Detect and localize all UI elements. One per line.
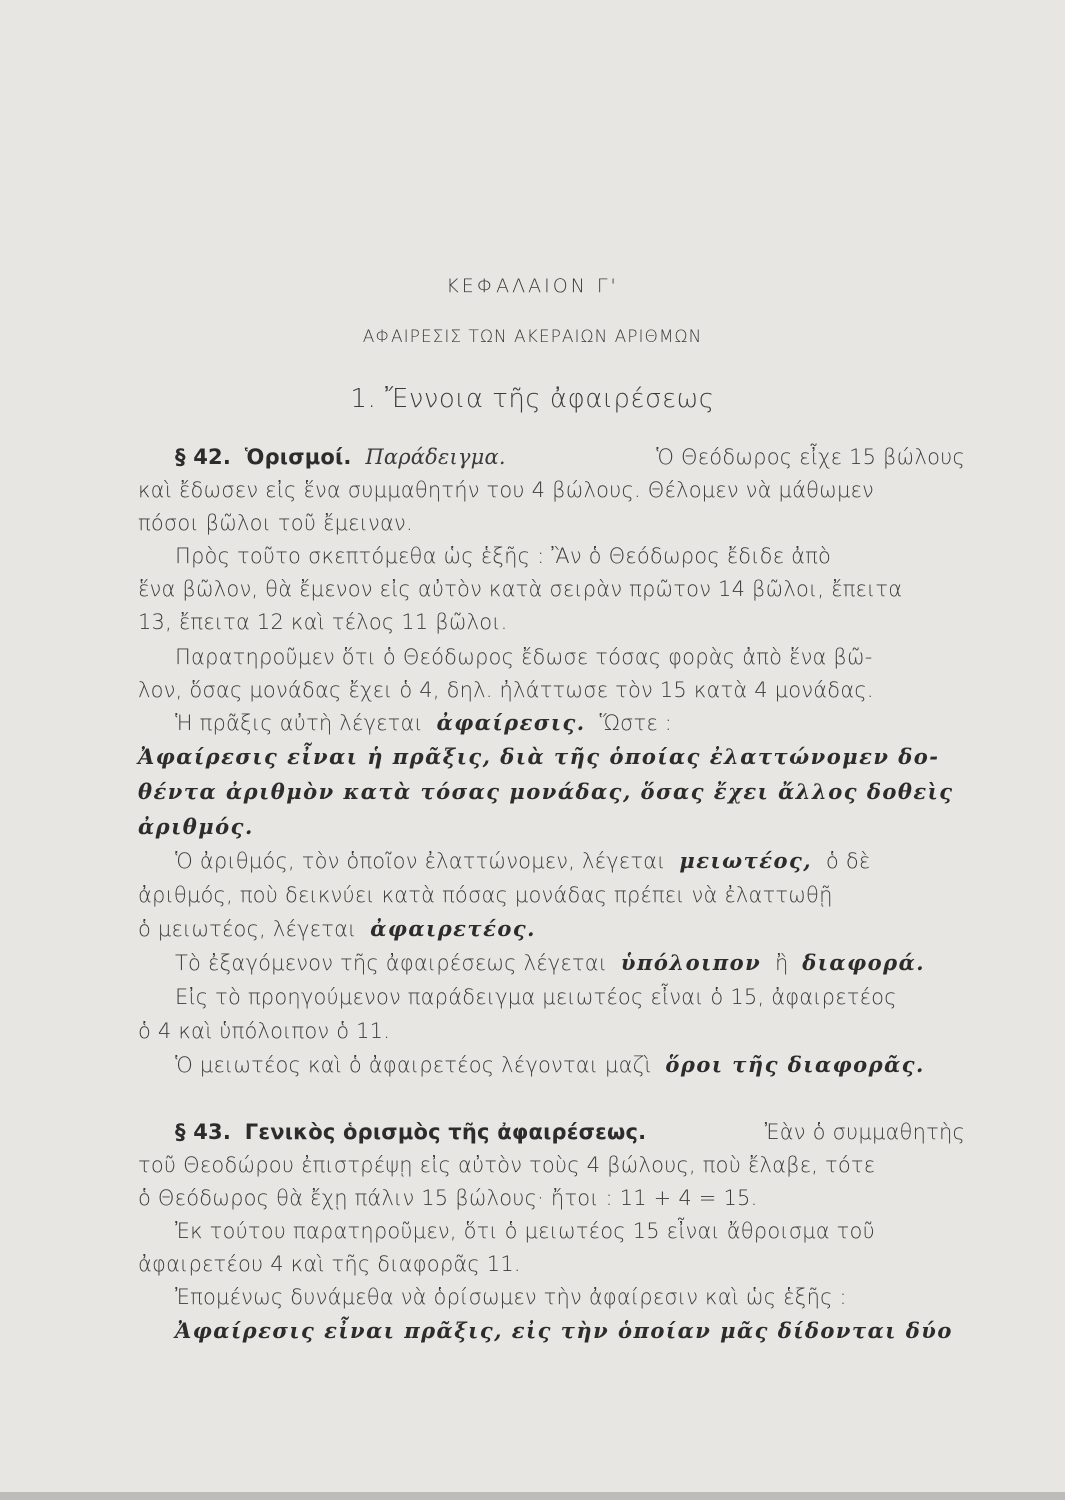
paragraph-line (175, 708, 672, 738)
text-run: Ἐὰν ὁ συμμαθητὴς (764, 1120, 965, 1144)
paragraph-line: Πρὸς τοῦτο σκεπτόμεθα ὡς ἑξῆς : Ἂν ὁ Θεόδωρος ἔδιδε ἀπὸ (175, 544, 832, 568)
text-run: Ὁ Θεόδωρος εἶχε 15 βώλους (656, 445, 965, 469)
text-run: Ὁ μειωτέος καὶ ὁ ἀφαιρετέος λέγονται μαζὶ (175, 1053, 652, 1077)
text-run: Ὁ ἀριθμός, τὸν ὁποῖον ἐλαττώνομεν, λέγεται (175, 849, 666, 873)
paragraph-line: λον, ὅσας μονάδας ἔχει ὁ 4, δηλ. ἠλάττωσε τὸν 15 κατὰ 4 μονάδας. (138, 678, 874, 702)
page-edge (0, 1492, 1065, 1500)
paragraph-line: Ἐπομένως δυνάμεθα νὰ ὁρίσωμεν τὴν ἀφαίρεσιν καὶ ὡς ἑξῆς : (175, 1285, 847, 1309)
paragraph-line (175, 442, 965, 472)
section-heading: Γενικὸς ὁρισμὸς τῆς ἀφαιρέσεως. (244, 1120, 647, 1144)
paragraph-line: ἀφαιρετέου 4 καὶ τῆς διαφορᾶς 11. (138, 1252, 521, 1276)
paragraph-line: ὁ Θεόδωρος θὰ ἔχῃ πάλιν 15 βώλους· ἤτοι : 11 + 4 = 15. (138, 1186, 758, 1210)
definition-line: Ἀφαίρεσις εἶναι πρᾶξις, εἰς τὴν ὁποίαν μᾶς δίδονται δύο (175, 1318, 953, 1343)
paragraph-line: πόσοι βῶλοι τοῦ ἔμειναν. (138, 511, 413, 535)
definition-line: Ἀφαίρεσις εἶναι ἡ πρᾶξις, διὰ τῆς ὁποίας ἐλαττώνομεν δο- (138, 744, 940, 769)
term-subtrahend: ἀφαιρετέος. (370, 916, 536, 941)
section-heading: Ὁρισμοί. (244, 445, 352, 469)
paragraph-line (138, 914, 536, 944)
text-run: Ὥστε : (599, 711, 673, 735)
paragraph-line: Ἐκ τούτου παρατηροῦμεν, ὅτι ὁ μειωτέος 15 εἶναι ἄθροισμα τοῦ (175, 1219, 875, 1243)
definition-line: ἀριθμός. (138, 814, 254, 839)
term-difference-terms: ὅροι τῆς διαφορᾶς. (665, 1052, 925, 1077)
definition-line: θέντα ἀριθμὸν κατὰ τόσας μονάδας, ὅσας ἔχει ἄλλος δοθεὶς (138, 779, 954, 804)
text-run: ὁ μειωτέος, λέγεται (138, 917, 357, 941)
section-title: 1. Ἔννοια τῆς ἀφαιρέσεως (350, 384, 715, 414)
term-difference: διαφορά. (802, 950, 926, 975)
paragraph-line (175, 846, 870, 876)
paragraph-line: ἀριθμός, ποὺ δεικνύει κατὰ πόσας μονάδας πρέπει νὰ ἐλαττωθῇ (138, 883, 833, 907)
term-remainder: ὑπόλοιπον (620, 950, 762, 975)
text-run: ὁ δὲ (825, 849, 871, 873)
paragraph-line: Παρατηροῦμεν ὅτι ὁ Θεόδωρος ἔδωσε τόσας φορὰς ἀπὸ ἕνα βῶ- (175, 645, 873, 669)
text-run: Ἡ πρᾶξις αὐτὴ λέγεται (175, 711, 423, 735)
chapter-heading: ΚΕΦΑΛΑΙΟΝ Γ' (446, 275, 619, 297)
example-label: Παράδειγμα. (365, 445, 506, 469)
term-subtraction: ἀφαίρεσις. (436, 710, 586, 735)
paragraph-line: τοῦ Θεοδώρου ἐπιστρέψῃ εἰς αὐτὸν τοὺς 4 βώλους, ποὺ ἔλαβε, τότε (138, 1153, 876, 1177)
text-run: Τὸ ἐξαγόμενον τῆς ἀφαιρέσεως λέγεται (175, 951, 608, 975)
paragraph-line: ὁ 4 καὶ ὑπόλοιπον ὁ 11. (138, 1019, 391, 1043)
paragraph-line: Εἰς τὸ προηγούμενον παράδειγμα μειωτέος εἶναι ὁ 15, ἀφαιρετέος (175, 985, 897, 1009)
paragraph-line: καὶ ἔδωσεν εἰς ἕνα συμμαθητήν του 4 βώλους. Θέλομεν νὰ μάθωμεν (138, 478, 874, 502)
paragraph-line (175, 948, 925, 978)
text-run: ἢ (774, 951, 789, 975)
paragraph-line: 13, ἔπειτα 12 καὶ τέλος 11 βῶλοι. (138, 610, 508, 634)
paragraph-line: ἕνα βῶλον, θὰ ἔμενον εἰς αὐτὸν κατὰ σειρὰν πρῶτον 14 βῶλοι, ἔπειτα (138, 577, 903, 601)
paragraph-line (175, 1117, 965, 1147)
section-number: § 42. (175, 445, 232, 469)
section-number: § 43. (175, 1120, 232, 1144)
chapter-subtitle: ΑΦΑΙΡΕΣΙΣ ΤΩΝ ΑΚΕΡΑΙΩΝ ΑΡΙΘΜΩΝ (362, 327, 703, 347)
paragraph-line (175, 1050, 925, 1080)
term-minuend: μειωτέος, (679, 848, 813, 873)
